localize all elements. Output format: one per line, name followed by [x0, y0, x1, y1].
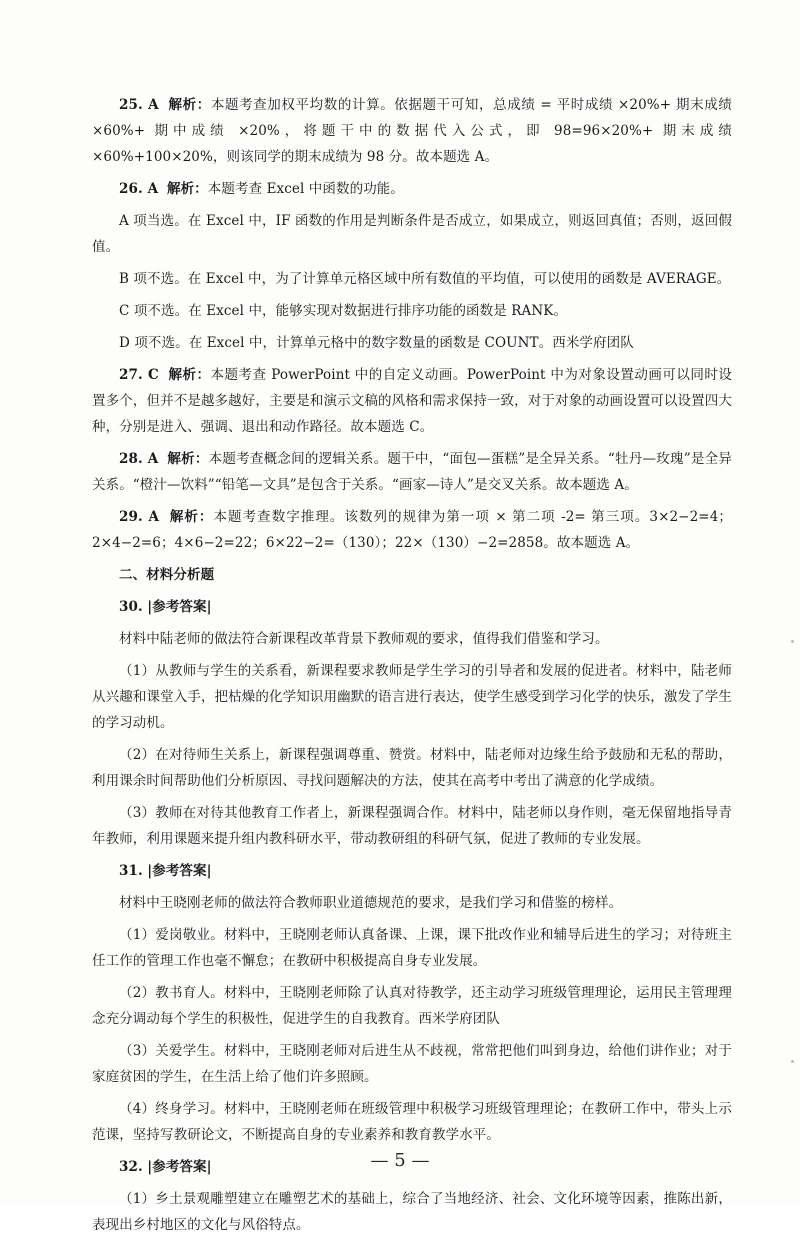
- answer-27: [92, 362, 732, 440]
- answer-label: |参考答案|: [147, 1159, 212, 1175]
- answer-text: （3）教师在对待其他教育工作者上，新课程强调合作。材料中，陆老师以身作则，毫无保留地指导青年教师，利用课题来提升组内教科研水平，带动教研组的科研气氛，促进了教师的专业发展。: [92, 805, 732, 847]
- question-number: 31.: [119, 863, 143, 879]
- answer-text: （1）乡土景观雕塑建立在雕塑艺术的基础上，综合了当地经济、社会、文化环境等因素，推陈出新，表现出乡村地区的文化与风俗特点。: [92, 1191, 732, 1233]
- answer-text: 本题考查加权平均数的计算。依据题干可知，总成绩 = 平时成绩 ×20%+ 期末成绩 ×60%+ 期中成绩 ×20%，将题干中的数据代入公式，即 98=96×20%+ 期末成绩 ×60%+100×20%，则该同学的期末成绩为 98 分。故本题选 A。: [92, 97, 732, 165]
- answer-text: 材料中陆老师的做法符合新课程改革背景下教师观的要求，值得我们借鉴和学习。: [119, 631, 609, 647]
- q31-line: [92, 1038, 732, 1090]
- answer-26: [92, 176, 732, 202]
- q30-line: [92, 658, 732, 736]
- answer-text: 本题考查 PowerPoint 中的自定义动画。PowerPoint 中为对象设置动画可以同时设置多个，但并不是越多越好，主要是和演示文稿的风格和需求保持一致，对于对象的动画设置可以设置四大种，分别是进入、强调、退出和动作路径。故本题选 C。: [92, 367, 732, 435]
- scan-speck: [791, 1060, 794, 1063]
- q31-line: [92, 980, 732, 1032]
- answer-text: D 项不选。在 Excel 中，计算单元格中的数字数量的函数是 COUNT。西米学府团队: [119, 335, 634, 351]
- answer-tag: 解析：: [169, 509, 214, 525]
- question-number: 30.: [119, 599, 143, 615]
- option-d-line: [92, 330, 732, 356]
- answer-text: 本题考查概念间的逻辑关系。题干中，“面包—蛋糕”是全异关系。“牡丹—玫瑰”是全异关系。“橙汁—饮料”“铅笔—文具”是包含于关系。“画家—诗人”是交叉关系。故本题选 A。: [92, 451, 732, 493]
- answer-text: （4）终身学习。材料中，王晓刚老师在班级管理中积极学习班级管理理论；在教研工作中，带头上示范课，坚持写教研论文，不断提高自身的专业素养和教育教学水平。: [92, 1101, 732, 1143]
- answer-number: 25. A: [119, 97, 159, 113]
- answer-label: |参考答案|: [147, 599, 212, 615]
- q31-line: [92, 890, 732, 916]
- answer-25: [92, 92, 732, 170]
- q31-line: [92, 922, 732, 974]
- answer-number: 26. A: [119, 181, 159, 197]
- answer-text: A 项当选。在 Excel 中，IF 函数的作用是判断条件是否成立，如果成立，则返回真值；否则，返回假值。: [92, 213, 732, 255]
- q30-heading: [92, 594, 732, 620]
- option-c-line: [92, 298, 732, 324]
- q31-heading: [92, 858, 732, 884]
- answer-28: [92, 446, 732, 498]
- q30-line: [92, 742, 732, 794]
- answer-29: [92, 504, 732, 556]
- page-number: — 5 —: [370, 1150, 430, 1171]
- q31-line: [92, 1096, 732, 1148]
- answer-text: B 项不选。在 Excel 中，为了计算单元格区域中所有数值的平均值，可以使用的函数是 AVERAGE。: [119, 271, 731, 287]
- answer-text: 本题考查数字推理。该数列的规律为第一项 × 第二项 -2= 第三项。3×2−2=4；2×4−2=6；4×6−2=22；6×22−2=（130）；22×（130）−2=2858。故本题选 A。: [92, 509, 732, 551]
- answer-text: （2）教书育人。材料中，王晓刚老师除了认真对待教学，还主动学习班级管理理论，运用民主管理理念充分调动每个学生的积极性，促进学生的自我教育。西米学府团队: [92, 985, 732, 1027]
- question-number: 32.: [119, 1159, 143, 1175]
- answer-tag: 解析：: [167, 451, 209, 467]
- answer-text: （3）关爱学生。材料中，王晓刚老师对后进生从不歧视，常常把他们叫到身边，给他们讲作业；对于家庭贫困的学生，在生活上给了他们许多照顾。: [92, 1043, 732, 1085]
- answer-number: 27. C: [119, 367, 159, 383]
- answer-text: （1）从教师与学生的关系看，新课程要求教师是学生学习的引导者和发展的促进者。材料中，陆老师从兴趣和课堂入手，把枯燥的化学知识用幽默的语言进行表达，使学生感受到学习化学的快乐，激发了学生的学习动机。: [92, 663, 732, 731]
- answer-text: 材料中王晓刚老师的做法符合教师职业道德规范的要求，是我们学习和借鉴的榜样。: [119, 895, 623, 911]
- page-content: [92, 92, 732, 1244]
- answer-tag: 解析：: [166, 181, 208, 197]
- section-title: 二、材料分析题: [119, 567, 215, 583]
- q30-line: [92, 800, 732, 852]
- scan-speck: [791, 640, 794, 643]
- q32-line: [92, 1186, 732, 1238]
- answer-tag: 解析：: [168, 97, 211, 113]
- option-a-line: [92, 208, 732, 260]
- answer-text: 本题考查 Excel 中函数的功能。: [207, 181, 404, 197]
- answer-label: |参考答案|: [147, 863, 212, 879]
- answer-text: C 项不选。在 Excel 中，能够实现对数据进行排序功能的函数是 RANK。: [119, 303, 568, 319]
- section-heading: [92, 562, 732, 588]
- answer-number: 28. A: [119, 451, 159, 467]
- option-b-line: [92, 266, 732, 292]
- answer-tag: 解析：: [168, 367, 211, 383]
- q30-line: [92, 626, 732, 652]
- answer-text: （1）爱岗敬业。材料中，王晓刚老师认真备课、上课，课下批改作业和辅导后进生的学习；对待班主任工作的管理工作也毫不懈怠；在教研中积极提高自身专业发展。: [92, 927, 732, 969]
- answer-number: 29. A: [119, 509, 160, 525]
- answer-text: （2）在对待师生关系上，新课程强调尊重、赞赏。材料中，陆老师对边缘生给予鼓励和无私的帮助，利用课余时间帮助他们分析原因、寻找问题解决的方法，使其在高考中考出了满意的化学成绩。: [92, 747, 732, 789]
